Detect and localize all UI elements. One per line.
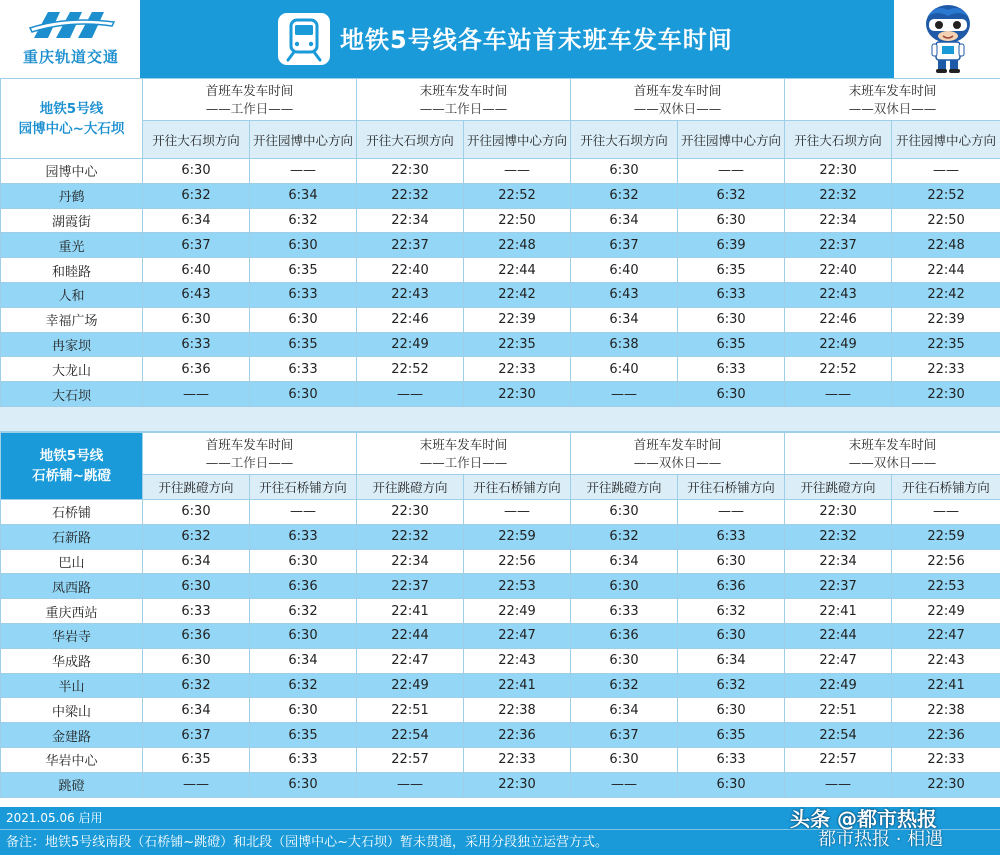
departure-time: 22:36: [892, 723, 1000, 748]
departure-time: 6:39: [678, 233, 785, 258]
departure-time: ——: [143, 382, 250, 407]
table-row: [1, 307, 1000, 332]
departure-time: 22:47: [892, 623, 1000, 648]
departure-time: 6:30: [678, 698, 785, 723]
departure-time: 6:30: [143, 159, 250, 184]
departure-time: 22:49: [464, 599, 571, 624]
departure-time: 6:40: [143, 258, 250, 283]
departure-time: 22:33: [464, 357, 571, 382]
direction-header: 开往大石坝方向: [785, 121, 892, 159]
departure-time: 6:32: [678, 183, 785, 208]
cq-rail-logo-icon: [26, 8, 118, 42]
direction-header: 开往跳磴方向: [785, 475, 892, 500]
table-row: [1, 599, 1000, 624]
table-row: [1, 183, 1000, 208]
table-row: [1, 258, 1000, 283]
station-name: 园博中心: [1, 159, 143, 184]
direction-header: 开往石桥铺方向: [250, 475, 357, 500]
departure-time: 22:49: [785, 332, 892, 357]
table-row: [1, 357, 1000, 382]
group-header: [143, 79, 357, 121]
line-name: 地铁5号线: [39, 448, 104, 464]
station-name: 华岩中心: [1, 747, 143, 772]
departure-time: 22:43: [785, 282, 892, 307]
departure-time: 22:30: [785, 500, 892, 525]
departure-time: 22:43: [357, 282, 464, 307]
station-name: 华成路: [1, 648, 143, 673]
departure-time: 6:34: [143, 208, 250, 233]
departure-time: 22:38: [464, 698, 571, 723]
direction-header: 开往园博中心方向: [892, 121, 1000, 159]
departure-time: 6:30: [678, 208, 785, 233]
departure-time: ——: [892, 159, 1000, 184]
south-rows: [1, 500, 1000, 798]
departure-time: 6:32: [143, 673, 250, 698]
departure-time: 22:44: [357, 623, 464, 648]
mascot: [892, 0, 1000, 78]
departure-time: 6:30: [571, 648, 678, 673]
departure-time: 22:50: [464, 208, 571, 233]
direction-header: 开往石桥铺方向: [464, 475, 571, 500]
table-row: [1, 382, 1000, 407]
table-row: [1, 623, 1000, 648]
departure-time: 6:32: [571, 673, 678, 698]
departure-time: 6:34: [250, 648, 357, 673]
departure-time: 22:52: [785, 357, 892, 382]
departure-time: 6:30: [571, 574, 678, 599]
departure-time: 22:56: [464, 549, 571, 574]
departure-time: 6:33: [250, 747, 357, 772]
section-divider: [0, 406, 1000, 432]
departure-time: 6:34: [571, 208, 678, 233]
group-sub: ——双休日——: [633, 454, 722, 470]
departure-time: 22:30: [464, 772, 571, 797]
group-sub: ——工作日——: [419, 454, 508, 470]
station-name: 凤西路: [1, 574, 143, 599]
departure-time: ——: [464, 159, 571, 184]
departure-time: 22:37: [357, 574, 464, 599]
departure-time: 6:30: [143, 574, 250, 599]
departure-time: 6:33: [678, 747, 785, 772]
departure-time: 22:46: [357, 307, 464, 332]
departure-time: 22:48: [892, 233, 1000, 258]
departure-time: 6:33: [143, 599, 250, 624]
effective-date: 2021.05.06 启用: [0, 807, 1000, 829]
departure-time: 6:32: [143, 524, 250, 549]
departure-time: 6:40: [571, 357, 678, 382]
station-name: 巴山: [1, 549, 143, 574]
departure-time: 22:32: [357, 524, 464, 549]
departure-time: 22:49: [357, 332, 464, 357]
line-name: 地铁5号线: [39, 100, 104, 117]
group-title: 末班车发车时间: [848, 82, 937, 98]
watermark: [790, 803, 995, 853]
departure-time: 22:37: [785, 233, 892, 258]
table-row: [1, 500, 1000, 525]
departure-time: 22:41: [785, 599, 892, 624]
station-name: 跳磴: [1, 772, 143, 797]
departure-time: 22:30: [892, 772, 1000, 797]
departure-time: 6:36: [571, 623, 678, 648]
table-row: [1, 723, 1000, 748]
direction-header: 开往园博中心方向: [678, 121, 785, 159]
group-title: 首班车发车时间: [205, 82, 294, 98]
group-sub: ——双休日——: [848, 100, 937, 116]
departure-time: 6:30: [143, 307, 250, 332]
group-title: 末班车发车时间: [419, 82, 508, 98]
departure-time: 6:33: [143, 332, 250, 357]
table-row: [1, 332, 1000, 357]
group-header: [357, 79, 571, 121]
departure-time: 6:30: [678, 623, 785, 648]
departure-time: 6:30: [250, 698, 357, 723]
group-header: [571, 79, 785, 121]
station-name: 重庆西站: [1, 599, 143, 624]
station-name: 中梁山: [1, 698, 143, 723]
table-row: [1, 574, 1000, 599]
departure-time: 6:35: [143, 747, 250, 772]
departure-time: 6:35: [678, 332, 785, 357]
departure-time: 22:41: [357, 599, 464, 624]
north-section-timetable: [0, 78, 1000, 407]
table-row: [1, 208, 1000, 233]
departure-time: 22:53: [464, 574, 571, 599]
departure-time: 6:30: [143, 648, 250, 673]
page-title: 地铁5号线各车站首末班车发车时间: [340, 26, 733, 54]
departure-time: 6:30: [571, 747, 678, 772]
departure-time: ——: [678, 159, 785, 184]
direction-header: 开往大石坝方向: [357, 121, 464, 159]
departure-time: ——: [250, 159, 357, 184]
departure-time: 22:38: [892, 698, 1000, 723]
departure-time: 6:33: [250, 524, 357, 549]
departure-time: 22:41: [892, 673, 1000, 698]
departure-time: 6:32: [571, 183, 678, 208]
direction-header: 开往石桥铺方向: [892, 475, 1000, 500]
table-row: [1, 524, 1000, 549]
footer-note: 备注：地铁5号线南段（石桥铺~跳磴）和北段（园博中心~大石坝）暂未贯通，采用分段独立运营方式。: [0, 829, 1000, 855]
departure-time: 22:32: [785, 183, 892, 208]
departure-time: 6:32: [250, 208, 357, 233]
departure-time: 6:35: [250, 258, 357, 283]
departure-time: 6:32: [678, 673, 785, 698]
direction-header: 开往大石坝方向: [143, 121, 250, 159]
group-title: 首班车发车时间: [633, 436, 722, 452]
departure-time: 6:33: [571, 599, 678, 624]
departure-time: 22:50: [892, 208, 1000, 233]
departure-time: 22:36: [464, 723, 571, 748]
departure-time: 22:32: [357, 183, 464, 208]
departure-time: 22:40: [785, 258, 892, 283]
departure-time: 6:40: [571, 258, 678, 283]
direction-header: 开往园博中心方向: [250, 121, 357, 159]
departure-time: 6:34: [143, 698, 250, 723]
table-row: [1, 648, 1000, 673]
departure-time: 22:30: [464, 382, 571, 407]
group-title: 末班车发车时间: [848, 436, 937, 452]
group-sub: ——工作日——: [205, 454, 294, 470]
departure-time: 22:44: [464, 258, 571, 283]
departure-time: 6:30: [571, 159, 678, 184]
departure-time: 22:30: [357, 500, 464, 525]
departure-time: 22:33: [892, 747, 1000, 772]
departure-time: 22:52: [892, 183, 1000, 208]
departure-time: 22:56: [892, 549, 1000, 574]
departure-time: 6:33: [678, 282, 785, 307]
departure-time: 6:30: [250, 307, 357, 332]
departure-time: 6:30: [678, 307, 785, 332]
group-header: [571, 433, 785, 475]
departure-time: 6:34: [571, 307, 678, 332]
line-segment: 石桥铺~跳磴: [32, 468, 111, 484]
departure-time: 6:30: [571, 500, 678, 525]
departure-time: 22:51: [357, 698, 464, 723]
departure-time: 6:32: [250, 673, 357, 698]
departure-time: 22:33: [464, 747, 571, 772]
table-row: [1, 159, 1000, 184]
departure-time: ——: [357, 382, 464, 407]
table-row: [1, 282, 1000, 307]
departure-time: 22:53: [892, 574, 1000, 599]
group-title: 首班车发车时间: [633, 82, 722, 98]
station-name: 石新路: [1, 524, 143, 549]
watermark-line1: 头条 @都市热报: [790, 807, 937, 831]
direction-header: 开往大石坝方向: [571, 121, 678, 159]
direction-header: 开往跳磴方向: [357, 475, 464, 500]
departure-time: ——: [678, 500, 785, 525]
departure-time: ——: [571, 382, 678, 407]
station-name: 冉家坝: [1, 332, 143, 357]
table-row: [1, 233, 1000, 258]
departure-time: 22:59: [892, 524, 1000, 549]
departure-time: 22:39: [464, 307, 571, 332]
header: [0, 0, 1000, 78]
departure-time: 22:43: [464, 648, 571, 673]
departure-time: 6:35: [678, 723, 785, 748]
departure-time: 22:42: [464, 282, 571, 307]
group-title: 末班车发车时间: [419, 436, 508, 452]
departure-time: 6:37: [571, 723, 678, 748]
group-header: [143, 433, 357, 475]
line-segment: 园博中心~大石坝: [18, 120, 125, 137]
departure-time: 6:30: [678, 382, 785, 407]
departure-time: 6:37: [143, 233, 250, 258]
departure-time: 22:54: [785, 723, 892, 748]
station-name: 大龙山: [1, 357, 143, 382]
departure-time: 6:33: [678, 357, 785, 382]
station-name: 金建路: [1, 723, 143, 748]
direction-header: 开往园博中心方向: [464, 121, 571, 159]
departure-time: 6:30: [143, 500, 250, 525]
departure-time: 6:32: [571, 524, 678, 549]
table-row: [1, 747, 1000, 772]
departure-time: ——: [357, 772, 464, 797]
group-sub: ——双休日——: [633, 100, 722, 116]
line-label: [1, 433, 143, 500]
departure-time: 6:43: [143, 282, 250, 307]
departure-time: 22:48: [464, 233, 571, 258]
table-row: [1, 673, 1000, 698]
watermark-line2: 都市热报 · 相遇: [818, 829, 944, 850]
departure-time: 22:33: [892, 357, 1000, 382]
departure-time: ——: [785, 772, 892, 797]
departure-time: 22:59: [464, 524, 571, 549]
departure-time: 6:36: [678, 574, 785, 599]
departure-time: 22:41: [464, 673, 571, 698]
title-bar: [142, 0, 892, 78]
departure-time: 6:30: [678, 549, 785, 574]
departure-time: 22:47: [357, 648, 464, 673]
departure-time: 22:34: [785, 208, 892, 233]
table-row: [1, 698, 1000, 723]
departure-time: 6:34: [143, 549, 250, 574]
departure-time: 6:36: [143, 623, 250, 648]
departure-time: 6:36: [250, 574, 357, 599]
station-name: 人和: [1, 282, 143, 307]
table-row: [1, 549, 1000, 574]
departure-time: 22:44: [785, 623, 892, 648]
departure-time: 22:37: [357, 233, 464, 258]
departure-time: 22:54: [357, 723, 464, 748]
direction-header: 开往石桥铺方向: [678, 475, 785, 500]
departure-time: 22:43: [892, 648, 1000, 673]
departure-time: ——: [464, 500, 571, 525]
departure-time: 6:34: [678, 648, 785, 673]
station-name: 石桥铺: [1, 500, 143, 525]
line-label: [1, 79, 143, 159]
departure-time: 6:32: [143, 183, 250, 208]
station-name: 重光: [1, 233, 143, 258]
group-sub: ——工作日——: [205, 100, 294, 116]
departure-time: 22:34: [357, 549, 464, 574]
direction-header: 开往跳磴方向: [143, 475, 250, 500]
departure-time: 22:49: [892, 599, 1000, 624]
departure-time: 22:30: [785, 159, 892, 184]
departure-time: 6:30: [250, 772, 357, 797]
departure-time: 6:35: [678, 258, 785, 283]
departure-time: 22:34: [357, 208, 464, 233]
station-name: 湖霞街: [1, 208, 143, 233]
departure-time: 22:57: [357, 747, 464, 772]
departure-time: 22:51: [785, 698, 892, 723]
group-title: 首班车发车时间: [205, 436, 294, 452]
departure-time: 6:34: [250, 183, 357, 208]
departure-time: 22:44: [892, 258, 1000, 283]
departure-time: 22:32: [785, 524, 892, 549]
departure-time: 22:35: [464, 332, 571, 357]
mascot-icon: [916, 2, 980, 76]
departure-time: 6:33: [678, 524, 785, 549]
station-name: 丹鹤: [1, 183, 143, 208]
departure-time: 6:30: [250, 623, 357, 648]
north-rows: [1, 159, 1000, 407]
departure-time: 6:35: [250, 723, 357, 748]
departure-time: 22:40: [357, 258, 464, 283]
departure-time: 6:35: [250, 332, 357, 357]
station-name: 和睦路: [1, 258, 143, 283]
departure-time: 6:32: [250, 599, 357, 624]
station-name: 半山: [1, 673, 143, 698]
departure-time: 22:47: [785, 648, 892, 673]
departure-time: 6:32: [678, 599, 785, 624]
departure-time: 6:34: [571, 698, 678, 723]
departure-time: ——: [571, 772, 678, 797]
departure-time: 22:52: [357, 357, 464, 382]
departure-time: 6:30: [678, 772, 785, 797]
group-sub: ——工作日——: [419, 100, 508, 116]
table-row: [1, 772, 1000, 797]
departure-time: 6:30: [250, 233, 357, 258]
departure-time: 22:42: [892, 282, 1000, 307]
departure-time: 6:37: [143, 723, 250, 748]
group-header: [785, 433, 1000, 475]
direction-header: 开往跳磴方向: [571, 475, 678, 500]
departure-time: 6:34: [571, 549, 678, 574]
station-name: 华岩寺: [1, 623, 143, 648]
metro-train-icon: [277, 12, 331, 66]
departure-time: 22:49: [785, 673, 892, 698]
departure-time: 22:30: [357, 159, 464, 184]
departure-time: ——: [143, 772, 250, 797]
departure-time: 22:37: [785, 574, 892, 599]
departure-time: 6:38: [571, 332, 678, 357]
departure-time: 22:34: [785, 549, 892, 574]
departure-time: ——: [892, 500, 1000, 525]
departure-time: 6:33: [250, 357, 357, 382]
departure-time: 22:57: [785, 747, 892, 772]
group-sub: ——双休日——: [848, 454, 937, 470]
departure-time: 6:36: [143, 357, 250, 382]
group-header: [357, 433, 571, 475]
departure-time: 22:35: [892, 332, 1000, 357]
departure-time: 22:46: [785, 307, 892, 332]
departure-time: ——: [785, 382, 892, 407]
departure-time: 22:39: [892, 307, 1000, 332]
departure-time: 6:30: [250, 382, 357, 407]
departure-time: 22:52: [464, 183, 571, 208]
departure-time: ——: [250, 500, 357, 525]
brand-name: 重庆轨道交通: [22, 48, 119, 66]
departure-time: 22:49: [357, 673, 464, 698]
departure-time: 6:30: [250, 549, 357, 574]
station-name: 大石坝: [1, 382, 143, 407]
departure-time: 6:33: [250, 282, 357, 307]
departure-time: 22:30: [892, 382, 1000, 407]
north-timetable: [0, 78, 1000, 407]
departure-time: 6:43: [571, 282, 678, 307]
group-header: [785, 79, 1000, 121]
south-section-timetable: [0, 432, 1000, 798]
departure-time: 6:37: [571, 233, 678, 258]
brand: [0, 0, 142, 78]
departure-time: 22:47: [464, 623, 571, 648]
south-timetable: [0, 432, 1000, 798]
station-name: 幸福广场: [1, 307, 143, 332]
